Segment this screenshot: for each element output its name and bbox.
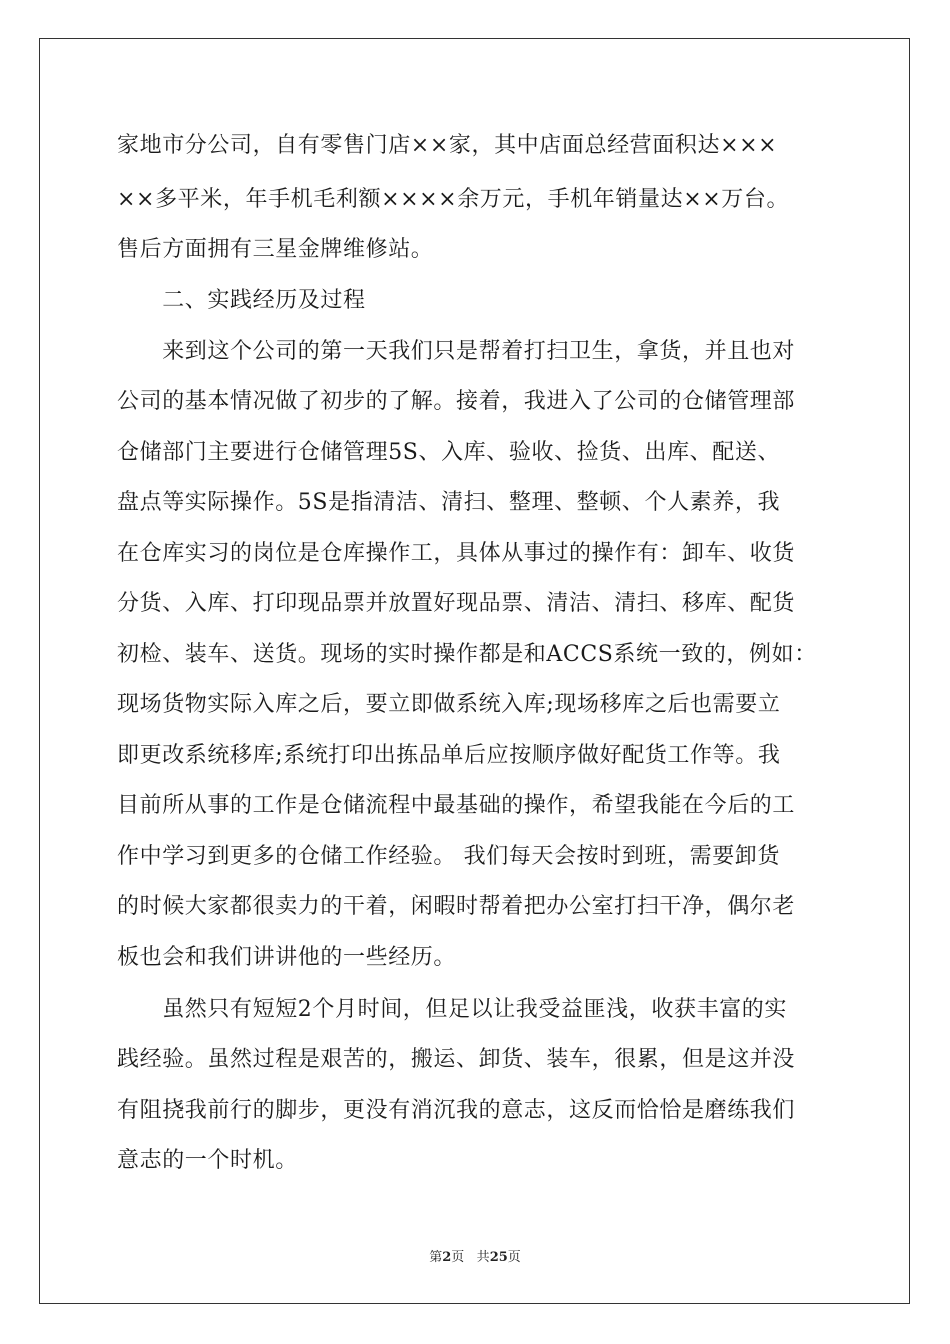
body-line: 的时候大家都很卖力的干着，闲暇时帮着把办公室打扫干净，偶尔老 <box>117 894 796 919</box>
body-line: 盘点等实际操作。5S是指清洁、清扫、整理、整顿、个人素养，我 <box>117 490 781 515</box>
body-line: 来到这个公司的第一天我们只是帮着打扫卫生，拿货，并且也对 <box>117 339 796 364</box>
body-line: 现场货物实际入库之后，要立即做系统入库;现场移库之后也需要立 <box>117 692 781 717</box>
body-line: 分货、入库、打印现品票并放置好现品票、清洁、清扫、移库、配货 <box>117 591 796 616</box>
total-prefix: 共 <box>476 1250 490 1265</box>
body-line: 板也会和我们讲讲他的一些经历。 <box>117 945 457 970</box>
body-line: 在仓库实习的岗位是仓库操作工，具体从事过的操作有：卸车、收货 <box>117 541 796 566</box>
page-suffix: 页 <box>451 1250 465 1265</box>
body-line: 家地市分公司，自有零售门店××家，其中店面总经营面积达××× <box>117 133 778 158</box>
body-line: 售后方面拥有三星金牌维修站。 <box>117 237 434 262</box>
body-line: ××多平米，年手机毛利额××××余万元，手机年销量达××万台。 <box>117 187 790 212</box>
body-line: 虽然只有短短2个月时间，但足以让我受益匪浅，收获丰富的实 <box>117 997 787 1022</box>
page-prefix: 第 <box>429 1250 443 1265</box>
page-number: 2 <box>442 1250 452 1265</box>
total-suffix: 页 <box>507 1250 521 1265</box>
body-line: 初检、装车、送货。现场的实时操作都是和ACCS系统一致的，例如： <box>117 642 817 667</box>
body-line: 意志的一个时机。 <box>117 1148 298 1173</box>
total-pages: 25 <box>489 1250 508 1265</box>
body-line: 践经验。虽然过程是艰苦的，搬运、卸货、装车，很累，但是这并没 <box>117 1047 796 1072</box>
body-line: 目前所从事的工作是仓储流程中最基础的操作，希望我能在今后的工 <box>117 793 796 818</box>
body-line: 有阻挠我前行的脚步，更没有消沉我的意志，这反而恰恰是磨练我们 <box>117 1098 796 1123</box>
body-line: 即更改系统移库;系统打印出拣品单后应按顺序做好配货工作等。我 <box>117 743 781 768</box>
body-line: 公司的基本情况做了初步的了解。接着，我进入了公司的仓储管理部 <box>117 389 796 414</box>
body-line: 仓储部门主要进行仓储管理5S、入库、验收、捡货、出库、配送、 <box>117 440 781 465</box>
body-line: 作中学习到更多的仓储工作经验。 我们每天会按时到班，需要卸货 <box>117 844 780 869</box>
section-heading: 二、实践经历及过程 <box>117 288 366 313</box>
page-footer <box>0 1246 950 1265</box>
